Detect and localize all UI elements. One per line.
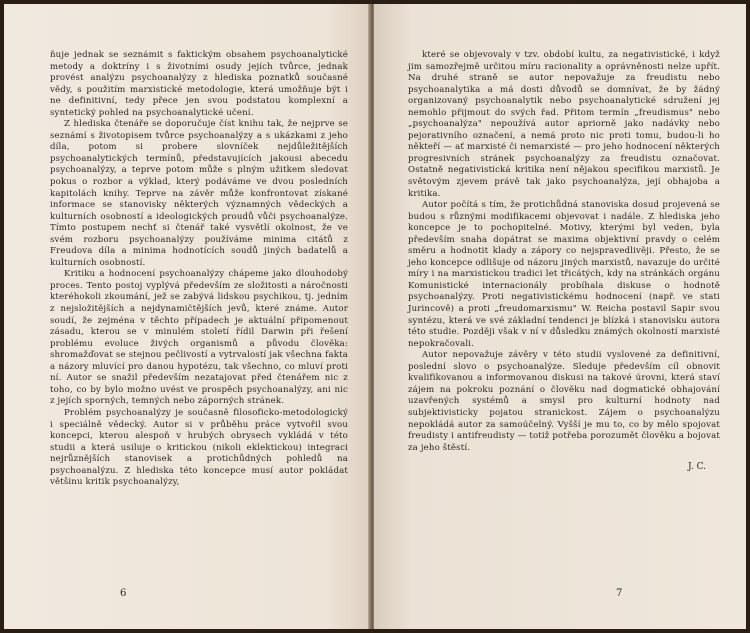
paragraph: Problém psychoanalýzy je současně filosoficko-metodologický i speciálně vědecký. Autor si v průběhu práce vytvořil svou koncepci, kterou alespoň v hrubých obrysech vykládá v této studii a která usiluje o kritickou (nikoli eklektickou) integraci nejrůznějších stanovisek a protichůdných pohledů na psychoanalýzu. Z hlediska této koncepce musí autor pokládat většinu kritik psychoanalýzy, [50,407,348,488]
book-spread [4,4,746,629]
paragraph: které se objevovaly v tzv. období kultu, za negativistické, i když jim samozřejmě určitou míru racionality a oprávněnosti nelze upřít. Na druhé straně se autor nepovažuje za freudistu nebo psychoanalytika a má dosti důvodů se domnívat, že by žádný organizovaný psychoanalytik nebo psychoanalytické sdružení jej nemohlo přijmout do svých řad. Přitom termín „freudismus" nebo „psychoanalýza" nepoužívá autor apriorně jako nadávky nebo pejorativního označení, a nemá proto nic proti tomu, budou-li ho někteří — ať marxisté či nemarxisté — pro jeho hodnocení některých progresivních stránek psychoanalýzy za freudistu označovat. Ostatně negativistická kritika není nějakou specifikou marxistů. Je světovým zjevem právě tak jako psychoanalýza, její obhajoba a kritika. [408,50,720,199]
author-signature: J. C. [687,462,706,473]
paragraph: Z hlediska čtenáře se doporučuje číst knihu tak, že nejprve se seznámí s životopisem tvůrce psychoanalýzy a s ukázkami z jeho díla, potom si probere slovníček nejdůležitějších psychoanalytických termínů, představujících jakousi abecedu psychoanalýzy, a teprve potom může s plným užitkem sledovat pokus o rozbor a výklad, který podáváme ve dvou posledních kapitolách knihy. Teprve na závěr může konfrontovat získané informace se stanovisky některých významných vědeckých a kulturních osobností a ideologických proudů vůči psychoanalýze. Tímto postupem nechť si čtenář také vysvětlí okolnost, že ve svém rozboru psychoanalýzy používáme minima citátů z Freudova díla a minima hodnotících soudů jiných badatelů a kulturních osobností. [50,119,348,268]
left-page-text [50,50,348,489]
paragraph: Kritiku a hodnocení psychoanalýzy chápeme jako dlouhodobý proces. Tento postoj vyplývá především ze složitosti a náročnosti kteréhokoli zkoumání, jež se zabývá lidskou psychikou, tj. jedním z nejsložitějších a nejdynamičtějších jevů, které známe. Autor soudí, že zejména v těchto případech je aktuální připomenout zásadu, kterou se v minulém století řídil Darwin při řešení problému evoluce živých organismů a původu člověka: shromažďovat se stejnou pečlivostí a vytrvalostí jak všechna fakta a názory mluvící pro danou hypotézu, tak všechno, co mluví proti ní. Autor se snažil především nezatajovat před čtenářem nic z toho, co by bylo možno uvést ve prospěch psychoanalýzy, ani nic z jejích sporných, temných nebo záporných stránek. [50,269,348,407]
page-number: 6 [120,588,127,599]
page-number: 7 [616,588,623,599]
right-page-text [408,50,720,454]
paragraph: Autor počítá s tím, že protichůdná stanoviska dosud projevená se budou s různými modifikacemi objevovat i nadále. Z hlediska jeho koncepce je to pochopitelné. Motivy, kterými byl veden, byla především snaha dopátrat se maxima objektivní pravdy o celém směru a hodnotit klady a zápory co nejspravedlivěji. Přesto, že se jeho koncepce odlišuje od názoru jiných marxistů, navazuje do určité míry i na marxistickou tradici let třicátých, kdy na stránkách orgánu Komunistické internacionály probíhala diskuse o hodnotě psychoanalýzy. Proti negativistickému hodnocení (např. ve stati Jurincově) a proti „freudomarxismu" W. Reicha postavil Sapir svou syntézu, která ve své základní tendenci je blízká i stanovisku autora této studie. Později však v ní v důsledku známých okolností marxisté nepokračovali. [408,200,720,349]
paragraph: Autor nepovažuje závěry v této studii vyslovené za definitivní, poslední slovo o psychoanalýze. Sleduje především cíl obnovit kvalifikovanou a informovanou diskusi na takové úrovni, která staví zájem na pokroku poznání o člověku nad dogmatické obhajování uzavřených systémů a smysl pro kulturní hodnoty nad subjektivisticky pojatou stranickost. Zájem o psychoanalýzu nepokládá autor za samoúčelný. Vyšší je mu to, co by mělo spojovat freudisty i antifreudisty — totiž potřeba porozumět člověku a bojovat za jeho štěstí. [408,350,720,453]
paragraph: ňuje jednak se seznámit s faktickým obsahem psychoanalytické metody a doktríny i s životními osudy jejích tvůrce, jednak provést analýzu psychoanalýzy z hlediska poznatků současné vědy, s použitím marxistické metodologie, která umožňuje být i ne definitivní, tedy přece jen svou podstatou komplexní a syntetický pohled na psychoanalytické učení. [50,50,348,118]
right-page [374,4,746,629]
left-page [4,4,370,629]
